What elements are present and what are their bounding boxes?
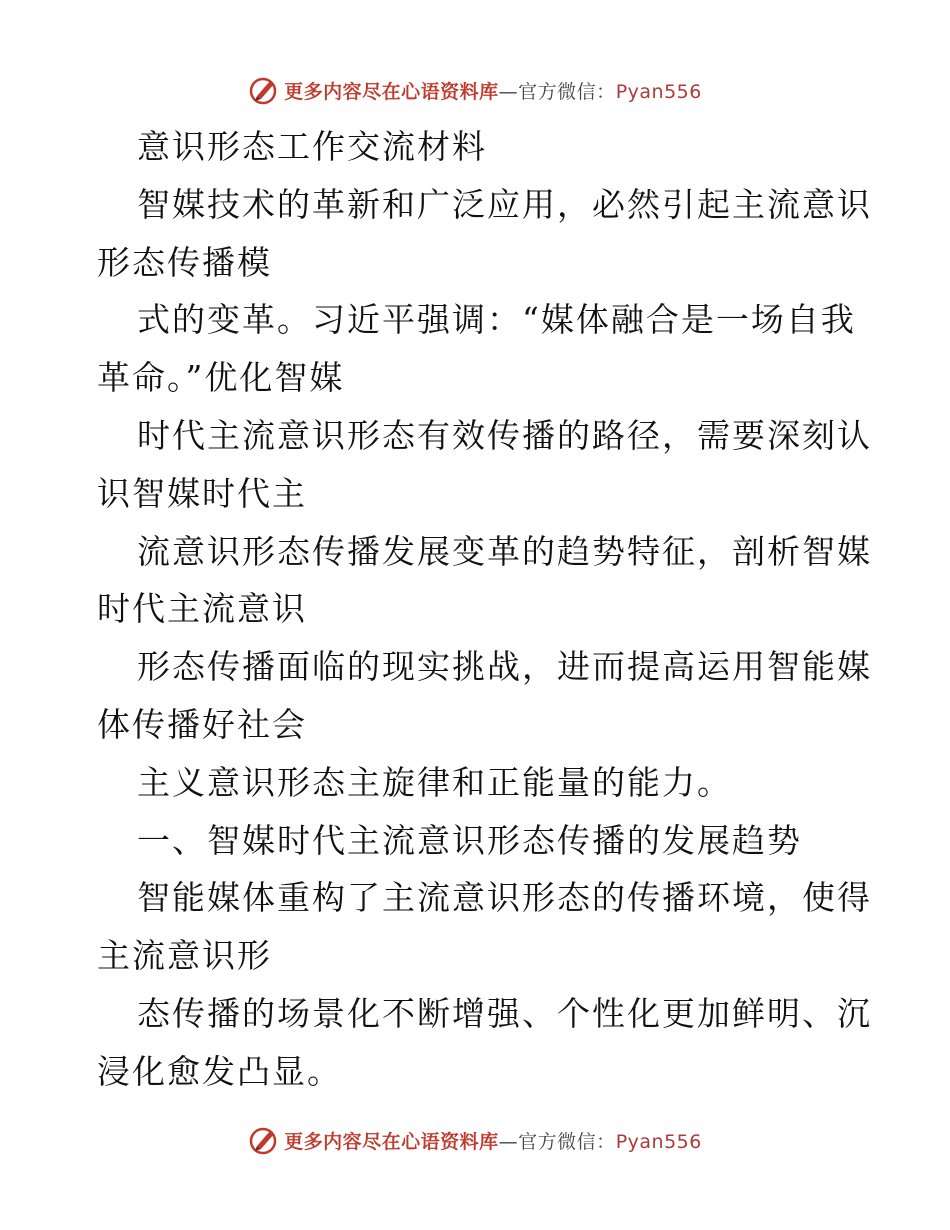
watermark-wechat-id: Pyan556: [615, 1130, 702, 1153]
text-line: 主义意识形态主旋律和正能量的能力。: [137, 762, 732, 802]
text-line: 体传播好社会: [97, 704, 307, 744]
pen-logo-icon: [248, 74, 280, 106]
text-line: 式的变革。习近平强调：“媒体融合是一场自我: [137, 300, 856, 340]
text-line: 态传播的场景化不断增强、个性化更加鲜明、沉: [137, 993, 872, 1033]
text-line: 时代主流意识形态有效传播的路径，需要深刻认: [137, 415, 872, 455]
text-line: 主流意识形: [97, 936, 272, 976]
footer-watermark-banner: [0, 1120, 950, 1160]
watermark-site-name: 更多内容尽在心语资料库: [284, 80, 499, 103]
text-line: 形态传播面临的现实挑战，进而提高运用智能媒: [137, 647, 872, 687]
text-line: 一、智媒时代主流意识形态传播的发展趋势: [137, 820, 802, 860]
text-line: 识智媒时代主: [97, 473, 307, 513]
text-line: 形态传播模: [97, 242, 272, 282]
watermark-text: [284, 1127, 702, 1154]
text-line: 革命。”优化智媒: [97, 358, 345, 398]
watermark-text: [284, 77, 702, 104]
watermark-site-name: 更多内容尽在心语资料库: [284, 1130, 499, 1153]
watermark-wechat-id: Pyan556: [615, 80, 702, 103]
pen-logo-icon: [248, 1124, 280, 1156]
text-line: 时代主流意识: [97, 589, 307, 629]
document-body: [97, 118, 872, 1101]
header-watermark-banner: [0, 70, 950, 110]
text-line: 智媒技术的革新和广泛应用，必然引起主流意识: [137, 184, 872, 224]
text-line: 流意识形态传播发展变革的趋势特征，剖析智媒: [137, 531, 872, 571]
watermark-wechat-label: —官方微信：: [498, 80, 616, 103]
text-line: 智能媒体重构了主流意识形态的传播环境，使得: [137, 878, 872, 918]
text-line: 意识形态工作交流材料: [137, 127, 487, 166]
watermark-wechat-label: —官方微信：: [498, 1130, 616, 1153]
text-line: 浸化愈发凸显。: [97, 1051, 342, 1091]
